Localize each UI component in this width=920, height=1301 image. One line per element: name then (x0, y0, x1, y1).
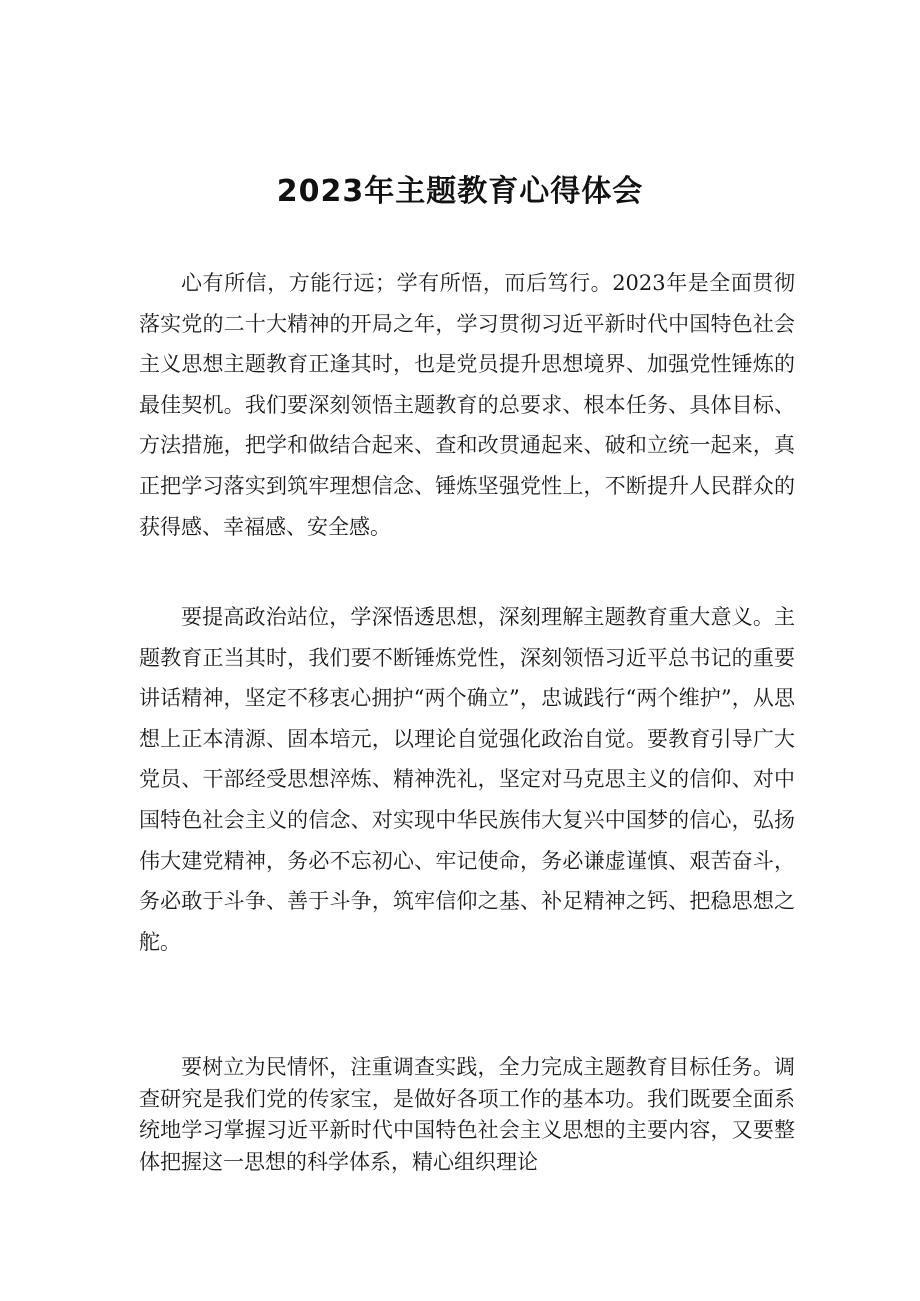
body-paragraph-3 (139, 1052, 795, 1178)
body-paragraph-1 (139, 263, 795, 547)
paragraph-text: 要树立为民情怀，注重调查实践，全力完成主题教育目标任务。调查研究是我们党的传家宝，是做好各项工作的基本功。我们既要全面系统地学习掌握习近平新时代中国特色社会主义思想的主要内容，又要整体把握这一思想的科学体系，精心组织理论 (139, 1055, 795, 1174)
document-title: 2023年主题教育心得体会 (276, 174, 644, 209)
paragraph-text: 要提高政治站位，学深悟透思想，深刻理解主题教育重大意义。主题教育正当其时，我们要不断锤炼党性，深刻领悟习近平总书记的重要讲话精神，坚定不移衷心拥护“两个确立”，忠诚践行“两个维护”，从思想上正本清源、固本培元，以理论自觉强化政治自觉。要教育引导广大党员、干部经受思想淬炼、精神洗礼，坚定对马克思主义的信仰、对中国特色社会主义的信念、对实现中华民族伟大复兴中国梦的信心，弘扬伟大建党精神，务必不忘初心、牢记使命，务必谦虚谨慎、艰苦奋斗，务必敢于斗争、善于斗争，筑牢信仰之基、补足精神之钙、把稳思想之舵。 (139, 605, 795, 954)
paragraph-text: 心有所信，方能行远；学有所悟，而后笃行。2023年是全面贯彻落实党的二十大精神的开局之年，学习贯彻习近平新时代中国特色社会主义思想主题教育正逢其时，也是党员提升思想境界、加强党性锤炼的最佳契机。我们要深刻领悟主题教育的总要求、根本任务、具体目标、方法措施，把学和做结合起来、查和改贯通起来、破和立统一起来，真正把学习落实到筑牢理想信念、锤炼坚强党性上，不断提升人民群众的获得感、幸福感、安全感。 (139, 271, 795, 539)
body-paragraph-2 (139, 597, 795, 962)
